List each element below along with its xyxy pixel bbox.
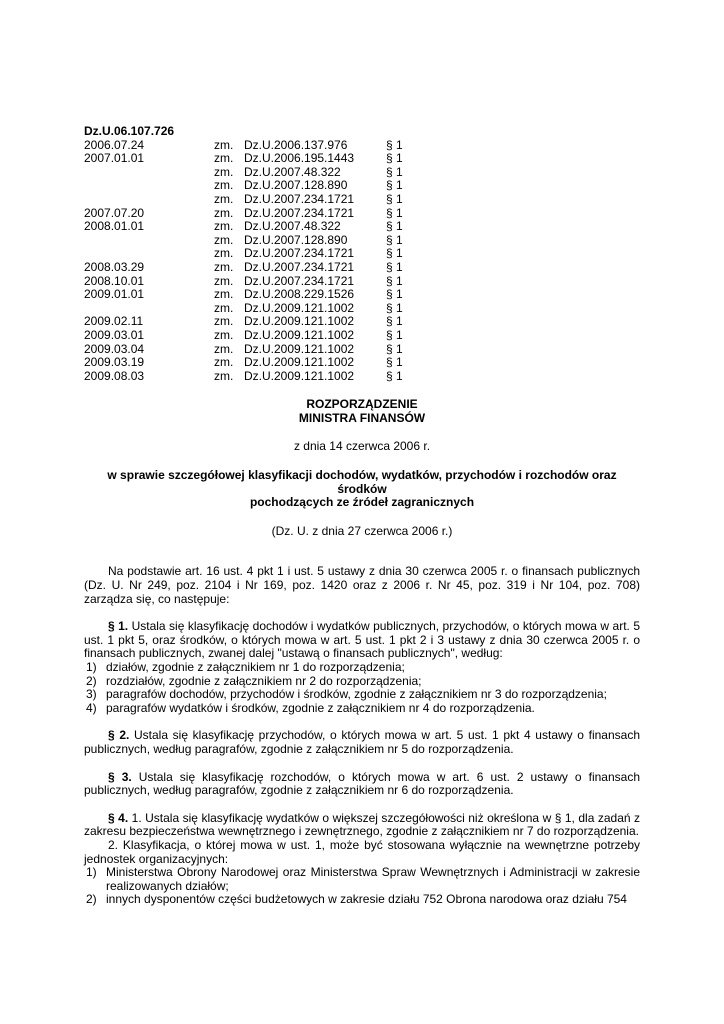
amendment-paragraph: § 1 bbox=[386, 314, 403, 329]
amendment-paragraph: § 1 bbox=[386, 191, 403, 206]
list-item-text: Ministerstwa Obrony Narodowej oraz Ministerstwa Spraw Wewnętrznych i Administracji w zakresie realizowanych działów; bbox=[106, 865, 640, 893]
amendment-date: 2007.07.20 bbox=[84, 205, 145, 220]
amendment-paragraph: § 1 bbox=[386, 219, 403, 234]
amendment-paragraph: § 1 bbox=[386, 327, 403, 342]
act-subject-line-1: w sprawie szczegółowej klasyfikacji dochodów, wydatków, przychodów i rozchodów oraz środków bbox=[107, 468, 617, 496]
amendment-row bbox=[84, 166, 426, 180]
journal-reference: Dz.U.06.107.726 bbox=[84, 124, 175, 138]
paragraph-4-text-1: 1. Ustala się klasyfikację wydatków o większej szczegółowości niż określona w § 1, dla zadań z zakresu bezpieczeństwa wewnętrznego i zewnętrznego, zgodnie z załącznikiem nr 7 do rozporządzenia. bbox=[84, 810, 641, 839]
list-item-text: paragrafów dochodów, przychodów i środków, zgodnie z załącznikiem nr 3 do rozporządzenia; bbox=[106, 687, 607, 702]
amendment-reference: Dz.U.2006.137.976 bbox=[244, 137, 348, 152]
amendment-row bbox=[84, 152, 426, 166]
amendment-date bbox=[84, 179, 214, 193]
amendment-row bbox=[84, 193, 426, 207]
amendment-row bbox=[84, 343, 426, 357]
amendment-row bbox=[84, 356, 426, 370]
paragraph-1-text: Ustala się klasyfikację dochodów i wydatków publicznych, przychodów, o których mowa w art. 5 ust. 1 pkt 5, oraz środków, o których mowa w art. 5 ust. 1 pkt 2 i 3 ustawy z dnia 30 czerwca 2005 r. o finansach publicznych, zwanej dalej "ustawą o finansach publicznych", według: bbox=[84, 619, 640, 661]
amendment-reference: Dz.U.2009.121.1002 bbox=[244, 341, 355, 356]
amendment-paragraph: § 1 bbox=[386, 368, 403, 383]
amendment-marker: zm. bbox=[214, 178, 234, 193]
amendment-marker: zm. bbox=[214, 232, 234, 247]
amendment-reference: Dz.U.2007.234.1721 bbox=[244, 273, 355, 288]
amendment-marker: zm. bbox=[214, 259, 234, 274]
act-subject bbox=[84, 469, 640, 510]
list-item bbox=[84, 702, 640, 716]
amendment-date: 2008.01.01 bbox=[84, 219, 145, 234]
paragraph-2 bbox=[84, 729, 640, 756]
issuing-authority: MINISTRA FINANSÓW bbox=[298, 410, 426, 425]
amendment-row bbox=[84, 329, 426, 343]
amendment-date: 2009.01.01 bbox=[84, 287, 145, 302]
amendment-row bbox=[84, 261, 426, 275]
amendment-row bbox=[84, 275, 426, 289]
amendment-paragraph: § 1 bbox=[386, 341, 403, 356]
act-title bbox=[84, 398, 640, 425]
amendment-row bbox=[84, 220, 426, 234]
paragraph-4-section-2: 2. Klasyfikacja, o której mowa w ust. 1, może być stosowana wyłącznie na wewnętrzne potrzeby jednostek organizacyjnych: bbox=[84, 837, 640, 866]
amendment-marker: zm. bbox=[214, 191, 234, 206]
amendment-paragraph: § 1 bbox=[386, 287, 403, 302]
amendment-reference: Dz.U.2007.234.1721 bbox=[244, 205, 355, 220]
publication-note: (Dz. U. z dnia 27 czerwca 2006 r.) bbox=[271, 523, 453, 538]
paragraph-3-symbol: § 3. bbox=[108, 769, 132, 784]
list-item bbox=[84, 866, 640, 893]
amendment-row bbox=[84, 315, 426, 329]
list-item bbox=[84, 661, 640, 675]
amendment-row bbox=[84, 247, 426, 261]
paragraph-4 bbox=[84, 812, 640, 839]
paragraph-4-symbol: § 4. bbox=[108, 810, 129, 825]
amendment-paragraph: § 1 bbox=[386, 259, 403, 274]
amendment-reference: Dz.U.2009.121.1002 bbox=[244, 368, 355, 383]
amendment-marker: zm. bbox=[214, 273, 234, 288]
amendment-reference: Dz.U.2009.121.1002 bbox=[244, 327, 355, 342]
amendment-date bbox=[84, 247, 214, 261]
amendment-reference: Dz.U.2007.128.890 bbox=[244, 178, 348, 193]
amendment-marker: zm. bbox=[214, 355, 234, 370]
act-subject-line-2: pochodzących ze źródeł zagranicznych bbox=[249, 495, 475, 510]
amendment-reference: Dz.U.2007.234.1721 bbox=[244, 259, 355, 274]
amendment-reference: Dz.U.2007.48.322 bbox=[244, 219, 341, 234]
paragraph-2-text: Ustala się klasyfikację przychodów, o których mowa w art. 5 ust. 1 pkt 4 ustawy o finansach publicznych, według paragrafów, zgodnie z załącznikiem nr 5 do rozporządzenia. bbox=[84, 728, 641, 756]
amendment-reference: Dz.U.2007.48.322 bbox=[244, 164, 341, 179]
amendment-row bbox=[84, 179, 426, 193]
amendment-reference: Dz.U.2009.121.1002 bbox=[244, 314, 355, 329]
document-page bbox=[84, 125, 640, 907]
paragraph-3-text: Ustala się klasyfikację rozchodów, o których mowa w art. 6 ust. 2 ustawy o finansach publicznych, według paragrafów, zgodnie z załącznikiem nr 6 do rozporządzenia. bbox=[84, 769, 640, 798]
amendment-marker: zm. bbox=[214, 314, 234, 329]
list-item-number: 3) bbox=[86, 687, 97, 702]
amendment-marker: zm. bbox=[214, 327, 234, 342]
list-item-number: 4) bbox=[86, 700, 97, 715]
amendment-date bbox=[84, 234, 214, 248]
amendment-date bbox=[84, 193, 214, 207]
amendment-reference: Dz.U.2008.229.1526 bbox=[244, 287, 355, 302]
list-item-text: paragrafów wydatków i środków, zgodnie z załącznikiem nr 4 do rozporządzenia. bbox=[106, 700, 535, 715]
amendment-reference: Dz.U.2006.195.1443 bbox=[244, 151, 355, 166]
amendment-marker: zm. bbox=[214, 287, 234, 302]
amendment-marker: zm. bbox=[214, 137, 234, 152]
amendment-date bbox=[84, 166, 214, 180]
act-type: ROZPORZĄDZENIE bbox=[306, 397, 418, 412]
list-item-text: rozdziałów, zgodnie z załącznikiem nr 2 do rozporządzenia; bbox=[106, 673, 422, 688]
amendment-marker: zm. bbox=[214, 205, 234, 220]
amendment-row bbox=[84, 302, 426, 316]
amendment-date: 2007.01.01 bbox=[84, 151, 145, 166]
amendment-reference: Dz.U.2009.121.1002 bbox=[244, 300, 355, 315]
amendment-marker: zm. bbox=[214, 246, 234, 261]
amendment-paragraph: § 1 bbox=[386, 151, 403, 166]
preamble: Na podstawie art. 16 ust. 4 pkt 1 i ust. 5 ustawy z dnia 30 czerwca 2005 r. o finansach publicznych (Dz. U. Nr 249, poz. 2104 i Nr 169, poz. 1420 oraz z 2006 r. Nr 45, poz. 319 i Nr 104, poz. 708) zarządza się, co następuje: bbox=[84, 564, 640, 606]
amendment-row bbox=[84, 234, 426, 248]
amendment-date: 2009.03.04 bbox=[84, 341, 145, 356]
list-item-number: 1) bbox=[86, 660, 97, 674]
amendment-marker: zm. bbox=[214, 151, 234, 166]
amendment-reference: Dz.U.2007.128.890 bbox=[244, 232, 348, 247]
list-item bbox=[84, 893, 640, 907]
amendment-date: 2009.03.01 bbox=[84, 327, 145, 342]
amendment-paragraph: § 1 bbox=[386, 205, 403, 220]
amendment-marker: zm. bbox=[214, 219, 234, 234]
list-item-text: działów, zgodnie z załącznikiem nr 1 do rozporządzenia; bbox=[106, 660, 405, 674]
paragraph-4-points bbox=[84, 866, 640, 907]
amendment-date bbox=[84, 302, 214, 316]
list-item-number: 2) bbox=[86, 892, 97, 907]
amendment-paragraph: § 1 bbox=[386, 137, 403, 152]
amendment-marker: zm. bbox=[214, 300, 234, 315]
paragraph-3 bbox=[84, 771, 640, 798]
paragraph-1-symbol: § 1. bbox=[108, 619, 129, 634]
paragraph-1 bbox=[84, 620, 640, 661]
list-item bbox=[84, 688, 640, 702]
amendment-row bbox=[84, 139, 426, 153]
amendment-paragraph: § 1 bbox=[386, 273, 403, 288]
amendment-date: 2008.10.01 bbox=[84, 273, 145, 288]
amendment-row bbox=[84, 207, 426, 221]
amendment-row bbox=[84, 370, 426, 384]
amendment-marker: zm. bbox=[214, 341, 234, 356]
amendment-date: 2009.08.03 bbox=[84, 368, 145, 383]
list-item-number: 2) bbox=[86, 673, 97, 688]
amendment-marker: zm. bbox=[214, 368, 234, 383]
amendment-row bbox=[84, 288, 426, 302]
amendment-date: 2009.02.11 bbox=[84, 314, 144, 329]
amendment-reference: Dz.U.2007.234.1721 bbox=[244, 246, 355, 261]
amendment-paragraph: § 1 bbox=[386, 300, 403, 315]
list-item-text: innych dysponentów części budżetowych w zakresie działu 752 Obrona narodowa oraz działu 754 bbox=[106, 892, 627, 907]
amendment-reference: Dz.U.2007.234.1721 bbox=[244, 191, 355, 206]
paragraph-1-points bbox=[84, 661, 640, 715]
amendment-reference: Dz.U.2009.121.1002 bbox=[244, 355, 355, 370]
amendments-table bbox=[84, 139, 426, 384]
amendment-date: 2006.07.24 bbox=[84, 137, 145, 152]
list-item-number: 1) bbox=[86, 865, 97, 880]
amendment-paragraph: § 1 bbox=[386, 178, 403, 193]
amendment-paragraph: § 1 bbox=[386, 232, 403, 247]
list-item bbox=[84, 675, 640, 689]
amendment-paragraph: § 1 bbox=[386, 355, 403, 370]
amendment-marker: zm. bbox=[214, 164, 234, 179]
amendment-date: 2008.03.29 bbox=[84, 259, 145, 274]
amendment-date: 2009.03.19 bbox=[84, 355, 145, 370]
act-date: z dnia 14 czerwca 2006 r. bbox=[293, 439, 431, 454]
amendment-paragraph: § 1 bbox=[386, 246, 403, 261]
paragraph-2-symbol: § 2. bbox=[108, 728, 130, 743]
amendment-paragraph: § 1 bbox=[386, 164, 403, 179]
